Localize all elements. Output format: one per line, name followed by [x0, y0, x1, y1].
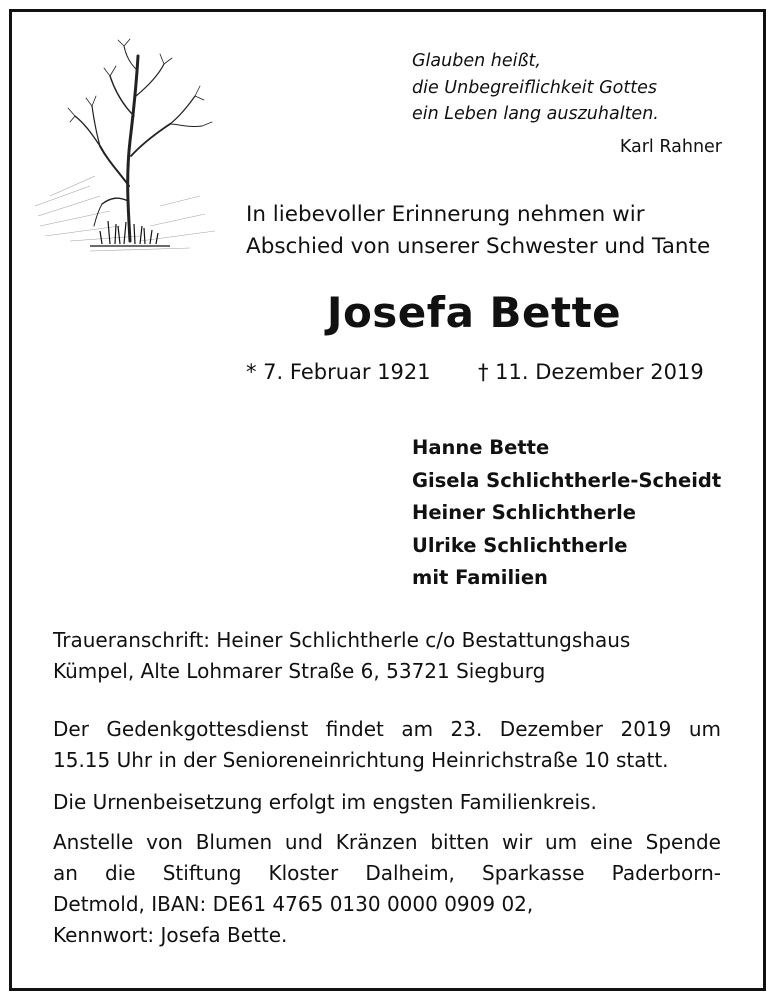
intro-line: Abschied von unserer Schwester und Tante: [246, 234, 711, 259]
address-line: Traueranschrift: Heiner Schlichtherle c/o Bestattungshaus: [53, 628, 631, 652]
mourner-name: Hanne Bette: [412, 436, 550, 459]
mourning-address: [53, 625, 721, 687]
mourners-list: [412, 432, 752, 595]
deceased-name: Josefa Bette: [326, 288, 622, 337]
donation-line: Anstelle von Blumen und Kränzen bitten wir um eine Spende: [53, 830, 721, 854]
mourner-name: Gisela Schlichtherle-Scheidt: [412, 468, 722, 492]
death-date: † 11. Dezember 2019: [478, 360, 704, 384]
intro-text: [246, 199, 746, 263]
donation-line: Detmold, IBAN: DE61 4765 0130 0000 0909 02,: [53, 892, 534, 916]
birth-date: * 7. Februar 1921: [246, 360, 431, 384]
mourner-name: mit Familien: [412, 566, 548, 589]
quote-line: ein Leben lang auszuhalten.: [412, 104, 659, 124]
quote: [412, 48, 732, 128]
donation-request: [53, 827, 721, 951]
quote-author: Karl Rahner: [619, 137, 722, 157]
donation-line: Kennwort: Josefa Bette.: [53, 923, 288, 947]
mourner-name: Ulrike Schlichtherle: [412, 533, 628, 557]
tree-illustration: [30, 36, 230, 268]
service-line: 15.15 Uhr in der Senioreneinrichtung Heinrichstraße 10 statt.: [53, 748, 669, 772]
intro-line: In liebevoller Erinnerung nehmen wir: [246, 202, 645, 227]
address-line: Kümpel, Alte Lohmarer Straße 6, 53721 Siegburg: [53, 659, 546, 683]
quote-line: Glauben heißt,: [412, 51, 541, 71]
mourner-name: Heiner Schlichtherle: [412, 501, 636, 524]
donation-line: an die Stiftung Kloster Dalheim, Sparkasse Paderborn-: [53, 861, 721, 885]
memorial-service: [53, 714, 721, 776]
service-line: Der Gedenkgottesdienst findet am 23. Dezember 2019 um: [53, 717, 721, 741]
urn-burial-note: Die Urnenbeisetzung erfolgt im engsten Familienkreis.: [53, 790, 597, 814]
quote-line: die Unbegreiflichkeit Gottes: [412, 77, 657, 98]
